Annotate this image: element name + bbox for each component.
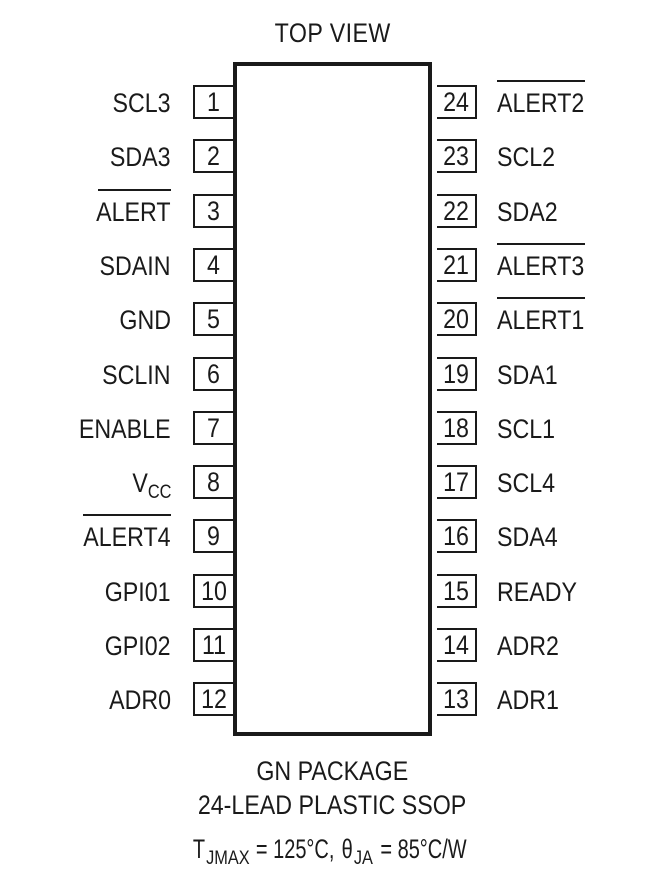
pin-23-number: 23 [437, 139, 477, 173]
pin-8-number: 8 [193, 465, 233, 499]
package-name: GN PACKAGE [256, 756, 409, 786]
pin-14-number: 14 [437, 628, 477, 662]
pin-10-number: 10 [193, 574, 233, 608]
pin-18-label: SCL1 [497, 414, 556, 444]
pin-16-label: SDA4 [497, 522, 558, 552]
pin-13-number: 13 [437, 682, 477, 716]
pin-5-number: 5 [193, 302, 233, 336]
pin-20-number: 20 [437, 302, 477, 336]
pin-7-label: ENABLE [79, 414, 171, 444]
pin-11-label: GPI02 [105, 631, 171, 661]
pin-4-number: 4 [193, 248, 233, 282]
pin-17-number: 17 [437, 465, 477, 499]
pin-19-number: 19 [437, 357, 477, 391]
pin-3-number: 3 [193, 194, 233, 228]
diagram-title: TOP VIEW [274, 18, 391, 48]
pin-3-label: ALERT [96, 197, 171, 227]
package-description: 24-LEAD PLASTIC SSOP [198, 790, 467, 820]
pin-9-number: 9 [193, 519, 233, 553]
pin-23-label: SCL2 [497, 142, 556, 172]
pin-6-label: SCLIN [102, 360, 171, 390]
pin-6-number: 6 [193, 357, 233, 391]
pin-24-overbar [497, 80, 585, 82]
thermal-spec: $T_{JMAX}= 125^\circ C,\theta_{JA}= 85^\circ C/W$ [192, 834, 467, 869]
pin-16-number: 16 [437, 519, 477, 553]
pin-1-label: SCL3 [112, 88, 171, 118]
pin-18-number: 18 [437, 411, 477, 445]
pin-4-label: SDAIN [100, 251, 171, 281]
pin-20-label: ALERT1 [497, 305, 585, 335]
pin-8-label: $V_{CC}$ [131, 468, 171, 503]
pin-13-label: ADR1 [497, 685, 559, 715]
pin-17-label: SCL4 [497, 468, 556, 498]
pin-22-label: SDA2 [497, 197, 558, 227]
pin-5-label: GND [119, 305, 171, 335]
pin-3-overbar [98, 189, 171, 191]
pin-2-label: SDA3 [110, 142, 171, 172]
pin-24-label: ALERT2 [497, 88, 585, 118]
pin-11-number: 11 [193, 628, 233, 662]
pin-2-number: 2 [193, 139, 233, 173]
pin-14-label: ADR2 [497, 631, 559, 661]
pin-19-label: SDA1 [497, 360, 558, 390]
pin-24-number: 24 [437, 85, 477, 119]
ic-package-body [233, 62, 432, 736]
pin-12-number: 12 [193, 682, 233, 716]
pin-21-label: ALERT3 [497, 251, 585, 281]
pin-15-label: READY [497, 577, 578, 607]
pin-9-overbar [83, 514, 171, 516]
pin-15-number: 15 [437, 574, 477, 608]
pin-22-number: 22 [437, 194, 477, 228]
pin-1-number: 1 [193, 85, 233, 119]
pin-20-overbar [497, 297, 585, 299]
pin-12-label: ADR0 [109, 685, 171, 715]
pin-21-overbar [497, 243, 585, 245]
pin-9-label: ALERT4 [83, 522, 171, 552]
pin-10-label: GPI01 [105, 577, 171, 607]
pin-7-number: 7 [193, 411, 233, 445]
pin-21-number: 21 [437, 248, 477, 282]
